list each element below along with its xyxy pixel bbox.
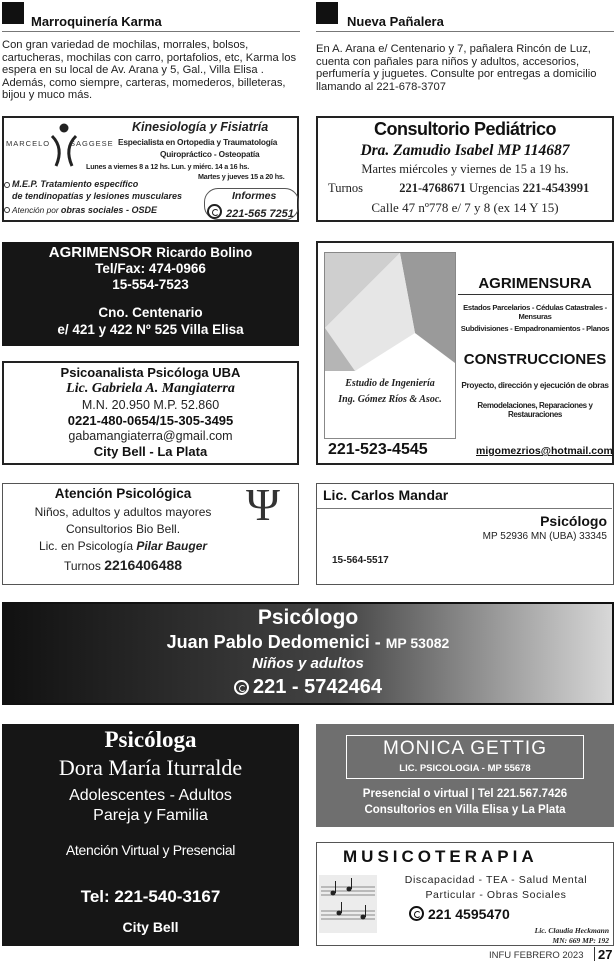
mangiaterra-l5: gabamangiaterra@gmail.com [68, 429, 233, 443]
divider [317, 508, 612, 509]
dedomenici-mp: MP 53082 [385, 635, 450, 651]
gettig-l1: Presencial o virtual | Tel 221.567.7426 [362, 788, 568, 800]
mangiaterra-ad [2, 361, 299, 465]
kine-phone-text: 221-565 7251 [226, 208, 294, 220]
gomez-phone: 221-523-4545 [328, 441, 428, 458]
bauger-title: Atención Psicológica [54, 486, 192, 501]
psi-icon: Ψ [246, 479, 280, 530]
iturralde-title: Psicóloga [104, 727, 197, 752]
construcciones-title: CONSTRUCCIONES [463, 351, 607, 368]
dedomenici-phone: 221 - 5742464 [252, 676, 382, 698]
agrimensor-addr2: e/ 421 y 422 Nº 525 Villa Elisa [57, 322, 244, 337]
dedomenici-title: Psicólogo [257, 606, 359, 629]
section-marker [2, 2, 24, 24]
whatsapp-icon [234, 680, 249, 695]
agrimensor-ad [2, 242, 299, 346]
whatsapp-icon [207, 204, 222, 219]
agrimensor-cel: 15-554-7523 [112, 277, 189, 292]
kine-title: Kinesiología y Fisiatría [132, 120, 269, 134]
iturralde-l1: Adolescentes - Adultos [69, 787, 232, 804]
pediatrico-ad [316, 116, 614, 222]
logo-left-text: MARCELO [6, 139, 51, 148]
panalera-body: En A. Arana e/ Centenario y 7, pañalera Rincón de Luz, cuenta con pañales para niños y adultos, accesorios, perfumería y juguetes. Consulte por entregas a domicilio llamando al 221-678-3707 [316, 43, 597, 93]
agrimensura-line1: Estados Parcelarios - Cédulas Catastrales - Mensuras [463, 303, 607, 321]
logo-frame [324, 252, 456, 439]
gettig-name: MONICA GETTIG [383, 738, 547, 759]
agrimensor-title: AGRIMENSOR [48, 244, 153, 261]
construcciones-line1: Proyecto, dirección y ejecución de obras [461, 381, 609, 390]
kine-specialty2: Quiropráctico - Osteopatía [160, 149, 260, 159]
bauger-ad [2, 479, 299, 585]
page-number: 27 [598, 947, 613, 962]
agrimensor-name: Ricardo Bolino [156, 245, 253, 260]
pediatrico-address: Calle 47 nº778 e/ 7 y 8 (ex 14 Y 15) [371, 200, 559, 215]
pediatrico-title: Consultorio Pediátrico [373, 119, 557, 139]
turnos-phone: 221-4768671 [399, 181, 466, 195]
karma-title: Marroquinería Karma [31, 14, 162, 29]
agrimensura-title: AGRIMENSURA [478, 275, 592, 292]
footer-text: INFU FEBRERO 2023 [489, 950, 584, 961]
urgencias-label: Urgencias [469, 181, 520, 195]
divider [316, 31, 614, 32]
bauger-l4a: Turnos [63, 559, 101, 573]
mandar-mp: MP 52936 MN (UBA) 33345 [482, 531, 607, 542]
logo-line2: Ing. Gómez Ríos & Asoc. [338, 394, 442, 405]
iturralde-city: City Bell [122, 919, 179, 935]
musico-title: MUSICOTERAPIA [343, 847, 538, 866]
gettig-l2: Consultorios en Villa Elisa y La Plata [364, 804, 566, 816]
gomez-rios-ad [316, 241, 614, 465]
bauger-l2: Consultorios Bio Bell. [65, 522, 181, 536]
mandar-ad [316, 483, 614, 585]
divider [594, 947, 595, 961]
mangiaterra-l3: M.N. 20.950 M.P. 52.860 [81, 398, 220, 412]
musico-l1: Discapacidad - TEA - Salud Mental [404, 874, 588, 886]
bullet-icon [4, 182, 10, 188]
iturralde-tel: Tel: 221-540-3167 [80, 887, 221, 906]
attention-bold: obras sociales - OSDE [60, 205, 157, 215]
iturralde-l3: Atención Virtual y Presencial [65, 842, 236, 858]
kine-hours1: Lunes a viernes 8 a 12 hs. Lun. y miérc. 14 a 16 hs. [86, 162, 249, 171]
karma-body: Con gran variedad de mochilas, morrales, bolsos, cartucheras, mochilas con carro, portafolios, etc, Karma los espera en su local de Av. Arana y 5, Gal., Villa Elisa . Además, como siempre, carteras, momederos, billeteras, bijou y muco más. [2, 39, 297, 102]
mangiaterra-l6: City Bell - La Plata [93, 444, 208, 459]
kinesiologia-ad [2, 116, 299, 222]
mangiaterra-l2: Lic. Gabriela A. Mangiaterra [66, 381, 235, 396]
panalera-title: Nueva Pañalera [347, 14, 444, 29]
iturralde-ad [2, 724, 299, 946]
divider [458, 294, 612, 295]
triangle-logo-icon [325, 253, 455, 373]
logo-line1: Estudio de Ingeniería [345, 378, 435, 389]
bauger-l4b: 2216406488 [104, 557, 183, 573]
pediatrico-phones [328, 181, 589, 196]
pediatrico-doctor: Dra. Zamudio Isabel MP 114687 [360, 142, 570, 159]
mangiaterra-l4: 0221-480-0654/15-305-3495 [67, 413, 234, 428]
dedomenici-phone-line [4, 676, 612, 699]
gomez-email[interactable]: migomezrios@hotmail.com [476, 445, 613, 457]
kine-phone [207, 204, 294, 220]
divider [2, 31, 300, 32]
bauger-l3 [3, 539, 243, 553]
dedomenici-sub: Niños y adultos [252, 655, 364, 672]
gettig-sub: LIC. PSICOLOGIA - MP 55678 [399, 763, 531, 774]
bauger-l3b: Pilar Bauger [136, 539, 208, 553]
mandar-phone: 15-564-5517 [332, 555, 389, 566]
dedomenici-line [4, 632, 612, 653]
mandar-role: Psicólogo [540, 513, 607, 529]
turnos-label: Turnos [328, 181, 363, 195]
dedomenici-ad [2, 602, 614, 705]
iturralde-name: Dora María Iturralde [58, 755, 243, 780]
kine-attention [12, 205, 157, 215]
iturralde-l2: Pareja y Familia [93, 807, 208, 824]
logo-right-text: SAGGESE [70, 139, 114, 148]
bauger-l1: Niños, adultos y adultos mayores [34, 505, 212, 519]
bauger-l3a: Lic. en Psicología [38, 539, 133, 553]
agrimensor-addr1: Cno. Centenario [98, 305, 203, 320]
agrimensura-line2: Subdivisiones - Empadronamientos - Planos [460, 324, 610, 333]
musico-lic: Lic. Claudia Heckmann [534, 926, 609, 935]
musicoterapia-ad [316, 842, 614, 946]
agrimensor-tel: Tel/Fax: 474-0966 [95, 261, 206, 276]
whatsapp-icon [409, 906, 424, 921]
gettig-ad [316, 724, 614, 827]
bullet-icon [4, 207, 10, 213]
mandar-title: Lic. Carlos Mandar [323, 487, 449, 503]
dedomenici-name: Juan Pablo Dedomenici - [166, 632, 381, 652]
kine-hours2: Martes y jueves 15 a 20 hs. [198, 172, 285, 181]
pediatrico-days: Martes miércoles y viernes de 15 a 19 hs. [361, 162, 569, 176]
music-notes-icon [319, 875, 377, 933]
attention-label: Atención por [12, 205, 59, 215]
section-marker [316, 2, 338, 24]
kine-mep2: de tendinopatías y lesiones musculares [12, 191, 183, 201]
urgencias-phone: 221-4543991 [522, 181, 590, 195]
construcciones-line2: Remodelaciones, Reparaciones y Restauraciones [477, 401, 593, 419]
kine-specialty: Especialista en Ortopedia y Traumatología [118, 137, 278, 147]
agrimensor-heading [2, 244, 299, 261]
kine-mep: M.E.P. Tratamiento específico [12, 179, 139, 189]
musico-phone-line [409, 906, 510, 922]
informes-label: Informes [232, 190, 277, 202]
bauger-l4 [3, 557, 243, 573]
mangiaterra-l1: Psicoanalista Psicóloga UBA [60, 365, 241, 380]
musico-phone: 221 4595470 [428, 906, 510, 922]
musico-l2: Particular - Obras Sociales [425, 889, 567, 901]
musico-mn: MN: 669 MP: 192 [552, 936, 609, 945]
